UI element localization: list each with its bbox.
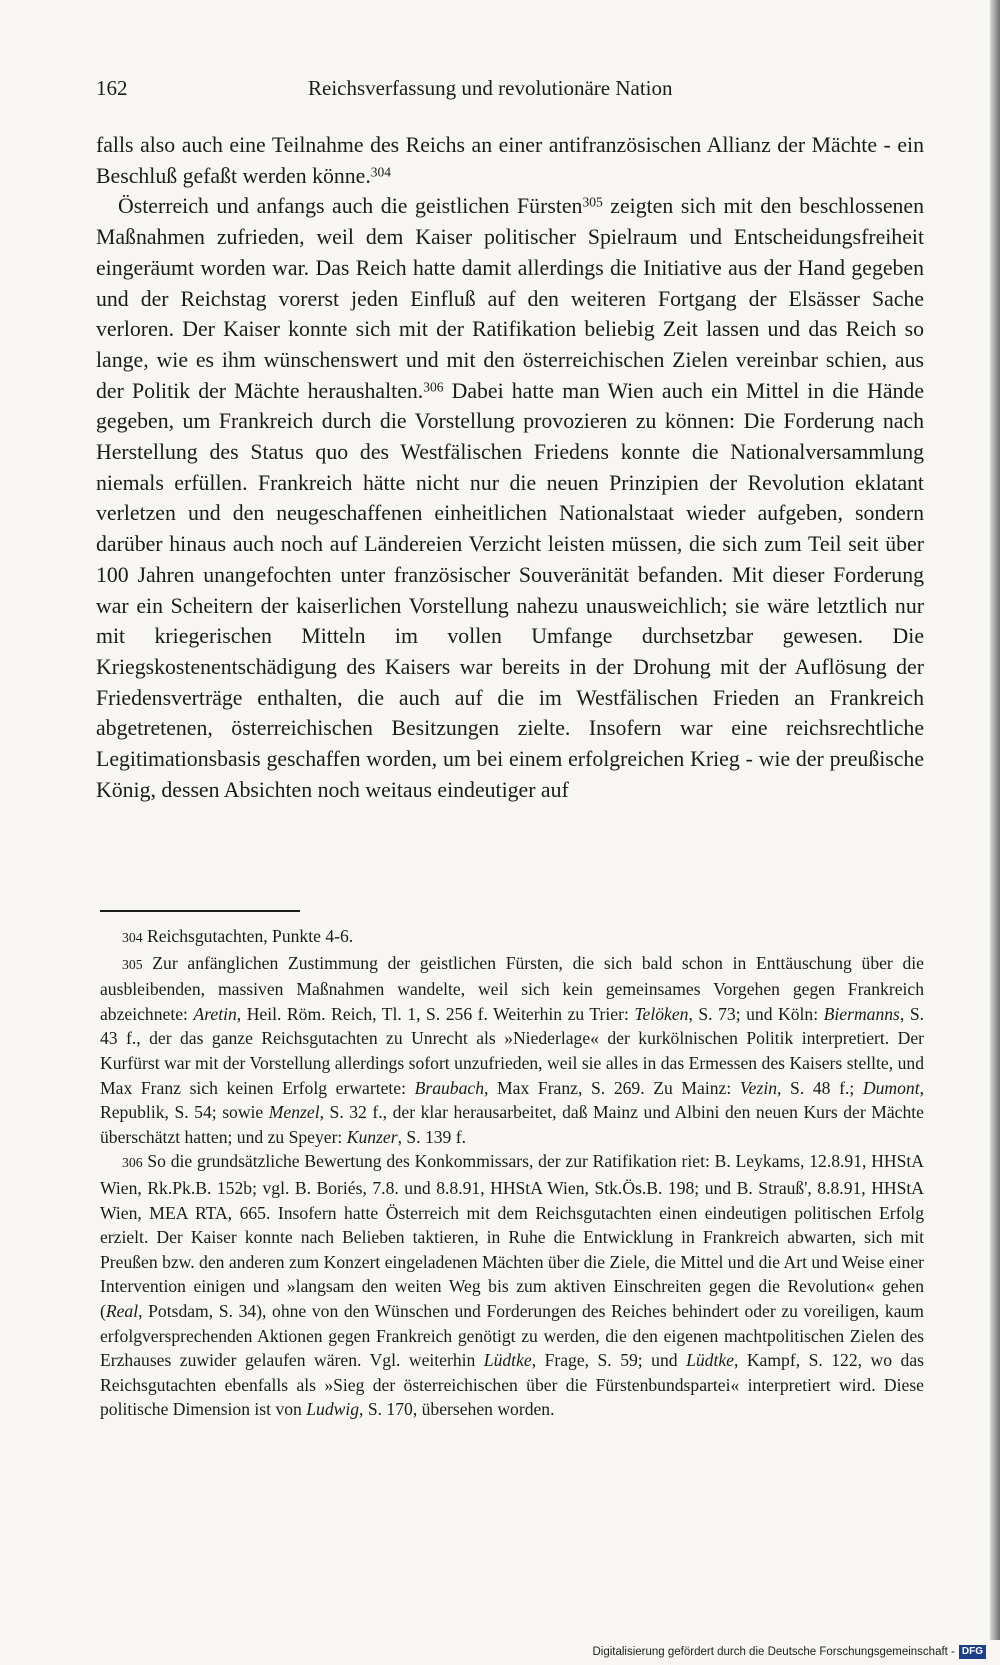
page-edge-shadow bbox=[990, 0, 1000, 1640]
author-name: Aretin bbox=[193, 1003, 237, 1024]
text-run: Reichsgutachten, Punkte 4-6. bbox=[142, 926, 354, 946]
footnote-number: 305 bbox=[122, 956, 143, 972]
footnote-divider bbox=[100, 910, 300, 912]
author-name: Vezin bbox=[739, 1077, 778, 1098]
text-run: , S. 170, übersehen worden. bbox=[359, 1399, 555, 1420]
page-header bbox=[96, 76, 924, 106]
page-number: 162 bbox=[96, 76, 128, 100]
footnote-ref-304: 304 bbox=[370, 163, 392, 179]
author-name: Dumont bbox=[862, 1077, 920, 1098]
digitization-credit bbox=[592, 1645, 986, 1659]
footnote-306 bbox=[100, 1149, 924, 1422]
author-name: Braubach bbox=[414, 1077, 484, 1098]
author-name: Biermanns bbox=[823, 1003, 900, 1024]
text-run: , S. 48 f.; bbox=[777, 1077, 863, 1098]
footnote-305 bbox=[100, 951, 924, 1150]
text-run: Dabei hatte man Wien auch ein Mittel in die Hände gegeben, um Frankreich durch die Vorstellung provozieren zu können: Die Forderung nach Herstellung des Status quo des Westfälischen Friedens konnte die Nationalversammlung niemals erfüllen. Frankreich hätte nicht nur die neuen Prinzipien der Revolution eklatant verletzen und den neugeschaffenen einheitlichen Nationalstaat wieder aufgeben, sondern darüber hinaus auch noch auf Ländereien Verzicht leisten müssen, die sich zum Teil seit über 100 Jahren unangefochten unter französischer Souveränität befanden. Mit dieser Forderung war ein Scheitern der kaiserlichen Vorstellung nahezu unausweichlich; sie wäre letztlich nur mit kriegerischen Mitteln im vollen Umfange durchsetzbar gewesen. Die Kriegskostenentschädigung des Kaisers war bereits in der Drohung mit der Auflösung der Friedensverträge enthalten, die auch auf die im Westfälischen Frieden an Frankreich abgetretenen, österreichischen Besitzungen zielte. Insofern war eine reichsrechtliche Legitimationsbasis geschaffen worden, um bei einem erfolgreichen Krieg - wie der preußische König, dessen Absichten noch weitaus eindeutiger auf bbox=[96, 378, 924, 802]
text-run: Österreich und anfangs auch die geistlichen Fürsten bbox=[118, 194, 583, 219]
text-run: falls also auch eine Teilnahme des Reichs an einer antifranzösischen Allianz der Mächte - ein Beschluß gefaßt werden könne. bbox=[96, 133, 924, 188]
author-name: Kunzer bbox=[346, 1126, 398, 1147]
text-run: , S. 139 f. bbox=[397, 1126, 466, 1147]
text-run: Zur anfänglichen Zustimmung der geistlichen Fürsten, die sich bald schon in Enttäuschung über die ausbleibenden, massiven Maßnahmen wandelte, weil sich kein gemeinsames Vorgehen gegen Frankreich abzeichnete: bbox=[100, 952, 924, 1024]
text-run: , Max Franz, S. 269. Zu Mainz: bbox=[484, 1077, 740, 1098]
author-name: Menzel bbox=[268, 1102, 320, 1123]
text-run: , S. 43 f., der das ganze Reichsgutachten zu Unrecht als »Niederlage« der kurkölnischen Politik interpretiert. Der Kurfürst war mit der Vorstellung allerdings sofort unzufrieden, weil sie alles in das Ermessen des Kaisers stellte, und Max Franz sich keinen Erfolg erwartete: bbox=[100, 1003, 925, 1098]
author-name: Real bbox=[105, 1300, 139, 1321]
text-run: , Kampf, S. 122, wo das Reichsgutachten ebenfalls als »Sieg der österreichischen über die Fürstenbundspartei« interpretiert wird. Diese politische Dimension ist von bbox=[100, 1350, 924, 1420]
footnote-304 bbox=[100, 924, 924, 951]
credit-text: Digitalisierung gefördert durch die Deutsche Forschungsgemeinschaft - bbox=[592, 1646, 955, 1658]
author-name: Ludwig bbox=[306, 1399, 360, 1420]
text-run: , S. 32 f., der klar herausarbeitet, daß Mainz und Albini den neuen Kurs der Mächte überschätzt hatten; und zu Speyer: bbox=[100, 1102, 924, 1147]
text-run: , Frage, S. 59; und bbox=[531, 1350, 687, 1371]
author-name: Lüdtke bbox=[483, 1350, 532, 1371]
footnote-number: 304 bbox=[122, 930, 143, 945]
footnotes bbox=[100, 924, 924, 1422]
text-run: , Republik, S. 54; sowie bbox=[100, 1077, 924, 1123]
footnote-ref-306: 306 bbox=[423, 378, 444, 394]
text-run: , Potsdam, S. 34), ohne von den Wünschen und Forderungen des Reiches behindert oder zu voreiligen, kaum erfolgversprechenden Aktionen gegen Frankreich genötigt zu werden, die den eigenen machtpolitischen Zielen des Erzhauses zuwider gelaufen wären. Vgl. weiterhin bbox=[100, 1300, 924, 1371]
paragraph-1 bbox=[96, 130, 924, 191]
footnote-ref-305: 305 bbox=[582, 194, 603, 210]
text-run: , Heil. Röm. Reich, Tl. 1, S. 256 f. Weiterhin zu Trier: bbox=[236, 1003, 635, 1024]
author-name: Telöken bbox=[634, 1003, 689, 1024]
paragraph-2 bbox=[96, 191, 924, 805]
running-title: Reichsverfassung und revolutionäre Nation bbox=[308, 76, 673, 100]
text-run: , S. 73; und Köln: bbox=[688, 1003, 824, 1024]
main-text bbox=[96, 130, 924, 805]
text-run: So die grundsätzliche Bewertung des Konkommissars, der zur Ratifikation riet: B. Leykams, 12.8.91, HHStA Wien, Rk.Pk.B. 152b; vgl. B. Boriés, 7.8. und 8.8.91, HHStA Wien, Stk.Ös.B. 198; und B. Strauß', 8.8.91, HHStA Wien, MEA RTA, 665. Insofern hatte Österreich mit dem Reichsgutachten einen eindeutigen politischen Erfolg erzielt. Der Kaiser konnte nach Belieben taktieren, in Ruhe die Entwicklung in Frankreich abwarten, sich mit Preußen bzw. den anderen zum Konzert eingeladenen Mächten über die Ziele, die Mittel und die Art und Weise einer Intervention einigen und »langsam den weiten Weg bis zum aktiven Einschreiten gegen die Revolution« gehen ( bbox=[100, 1151, 924, 1321]
author-name: Lüdtke bbox=[686, 1350, 734, 1371]
text-run: zeigten sich mit den beschlossenen Maßnahmen zufrieden, weil dem Kaiser politischer Spielraum und Entscheidungsfreiheit eingeräumt worden war. Das Reich hatte damit allerdings die Initiative aus der Hand gegeben und der Reichstag vorerst jeden Einfluß auf den weiteren Fortgang der Elsässer Sache verloren. Der Kaiser konnte sich mit der Ratifikation beliebig Zeit lassen und das Reich so lange, wie es ihm wünschenswert und mit den österreichischen Zielen vereinbar schien, aus der Politik der Mächte heraushalten. bbox=[96, 194, 924, 403]
footnote-number: 306 bbox=[122, 1155, 143, 1171]
dfg-logo: DFG bbox=[959, 1645, 986, 1659]
